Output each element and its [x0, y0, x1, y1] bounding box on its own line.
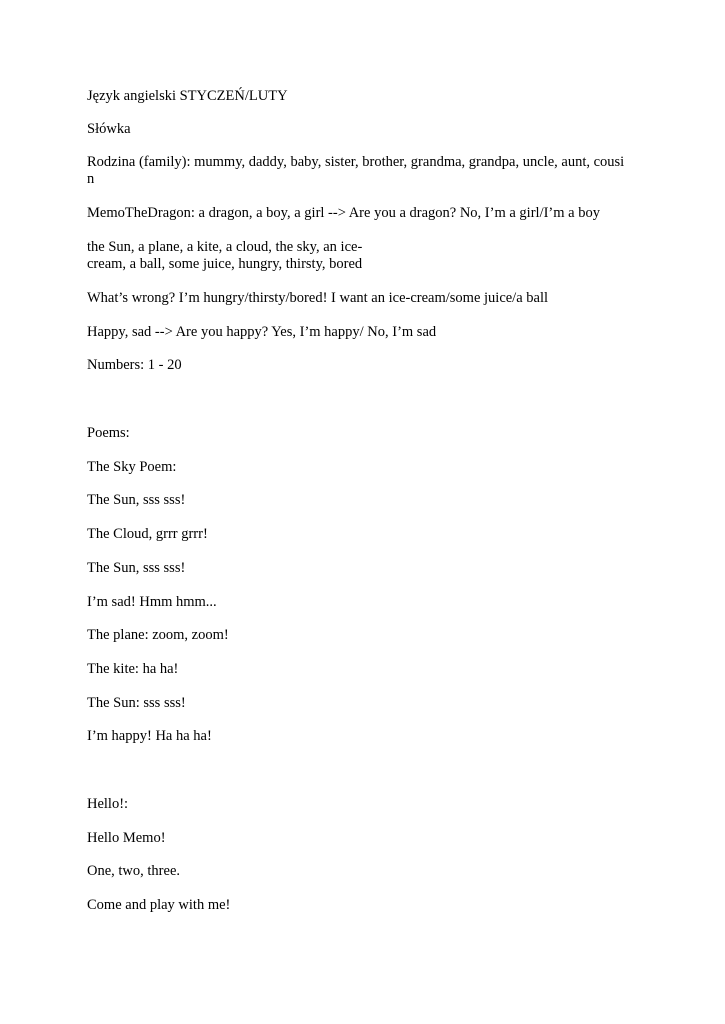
sky-poem-line: The Sun, sss sss!	[87, 492, 186, 508]
sky-poem-line: I’m happy! Ha ha ha!	[87, 728, 212, 744]
family-line-1: Rodzina (family): mummy, daddy, baby, sister, brother, grandma, grandpa, uncle, aunt, cousi	[87, 154, 625, 170]
poems-heading: Poems:	[87, 425, 130, 441]
memo-line: MemoTheDragon: a dragon, a boy, a girl --> Are you a dragon? No, I’m a girl/I’m a boy	[87, 205, 600, 221]
document-title: Język angielski STYCZEŃ/LUTY	[87, 88, 288, 104]
numbers-line: Numbers: 1 - 20	[87, 357, 182, 373]
sky-poem-title: The Sky Poem:	[87, 459, 177, 475]
words-line-1: the Sun, a plane, a kite, a cloud, the sky, an ice-	[87, 239, 363, 255]
hello-poem-line: Hello Memo!	[87, 830, 166, 846]
hello-poem-line: One, two, three.	[87, 863, 181, 879]
hello-poem-line: Come and play with me!	[87, 897, 231, 913]
hello-poem-title: Hello!:	[87, 796, 129, 812]
whats-wrong-line: What’s wrong? I’m hungry/thirsty/bored! I want an ice-cream/some juice/a ball	[87, 290, 549, 306]
family-line-2: n	[87, 171, 95, 187]
sky-poem-line: The Cloud, grrr grrr!	[87, 526, 208, 542]
sky-poem-line: The Sun: sss sss!	[87, 695, 186, 711]
sky-poem-line: The plane: zoom, zoom!	[87, 627, 229, 643]
happy-sad-line: Happy, sad --> Are you happy? Yes, I’m happy/ No, I’m sad	[87, 324, 437, 340]
sky-poem-line: The kite: ha ha!	[87, 661, 179, 677]
sky-poem-line: The Sun, sss sss!	[87, 560, 186, 576]
vocab-heading: Słówka	[87, 121, 131, 137]
words-line-2: cream, a ball, some juice, hungry, thirsty, bored	[87, 256, 363, 272]
sky-poem-line: I’m sad! Hmm hmm...	[87, 594, 217, 610]
